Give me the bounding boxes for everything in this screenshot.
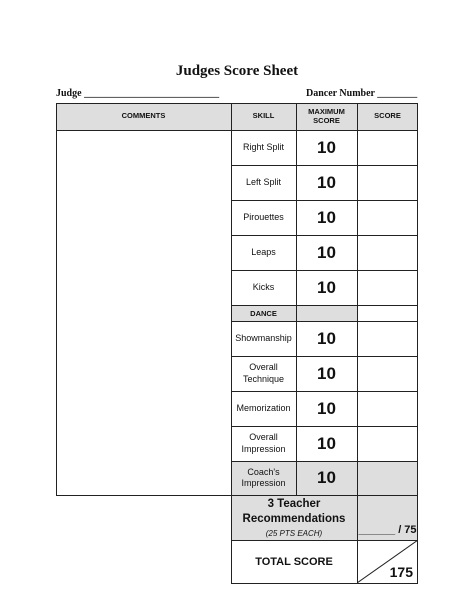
grid-line bbox=[231, 270, 418, 271]
judge-blank[interactable]: ___________________________ bbox=[84, 88, 220, 99]
comments-area[interactable] bbox=[56, 130, 231, 495]
teacher-recommendations: 3 Teacher Recommendations (25 PTS EACH) bbox=[231, 495, 357, 540]
dancer-number-blank[interactable]: ________ bbox=[377, 88, 418, 99]
score-entry[interactable] bbox=[357, 200, 418, 235]
header-skill: SKILL bbox=[252, 111, 275, 121]
grid-line bbox=[231, 391, 418, 392]
dancer-number-field bbox=[306, 88, 417, 99]
grid-line bbox=[231, 103, 232, 584]
max-score: 10 bbox=[317, 207, 336, 227]
dance-skill-label: Overall Impression bbox=[241, 432, 286, 454]
grid-line bbox=[56, 103, 418, 104]
max-score: 10 bbox=[317, 433, 336, 453]
grid-line bbox=[231, 165, 418, 166]
grid-line bbox=[231, 321, 418, 322]
dance-skill-label: Coach's Impression bbox=[231, 461, 296, 495]
header-comments: COMMENTS bbox=[121, 111, 166, 121]
total-score-box[interactable] bbox=[357, 540, 418, 583]
header-score: SCORE bbox=[374, 111, 401, 121]
skill-label: Leaps bbox=[251, 246, 276, 257]
judge-label: Judge bbox=[56, 88, 82, 99]
score-entry[interactable] bbox=[357, 235, 418, 270]
recommendations-score[interactable]: ______ / 75 bbox=[357, 495, 418, 540]
grid-line bbox=[357, 103, 358, 584]
header-maximum-score: MAXIMUM SCORE bbox=[308, 107, 345, 125]
grid-line bbox=[231, 305, 418, 306]
dancer-number-label: Dancer Number bbox=[306, 88, 375, 99]
total-maximum: 175 bbox=[389, 564, 413, 580]
dance-skill-label: Overall Technique bbox=[242, 362, 285, 384]
grid-line bbox=[417, 103, 418, 584]
score-entry[interactable] bbox=[357, 321, 418, 356]
score-entry[interactable] bbox=[357, 130, 418, 165]
skill-label: Right Split bbox=[242, 141, 285, 152]
max-score: 10 bbox=[317, 242, 336, 262]
max-score: 10 bbox=[317, 137, 336, 157]
score-entry[interactable] bbox=[357, 165, 418, 200]
max-score: 10 bbox=[317, 172, 336, 192]
score-entry[interactable] bbox=[357, 426, 418, 461]
skill-label: Kicks bbox=[252, 281, 275, 292]
grid-line bbox=[231, 461, 418, 462]
max-score: 10 bbox=[317, 398, 336, 418]
grid-line bbox=[56, 103, 57, 495]
max-score: 10 bbox=[317, 363, 336, 383]
dance-section-max-blank bbox=[296, 305, 357, 321]
skill-label: Left Split bbox=[245, 176, 282, 187]
max-score: 10 bbox=[296, 461, 357, 495]
skill-label: Pirouettes bbox=[243, 211, 284, 222]
grid-line bbox=[56, 495, 418, 496]
page-title: Judges Score Sheet bbox=[175, 63, 299, 79]
grid-line bbox=[231, 583, 418, 584]
score-entry[interactable] bbox=[357, 270, 418, 305]
grid-line bbox=[231, 426, 418, 427]
grid-line bbox=[296, 103, 297, 495]
grid-line bbox=[231, 200, 418, 201]
dance-skill-label: Memorization bbox=[236, 402, 291, 413]
max-score: 10 bbox=[317, 328, 336, 348]
judge-field bbox=[56, 88, 219, 99]
total-score-label: TOTAL SCORE bbox=[255, 555, 333, 568]
max-score: 10 bbox=[317, 277, 336, 297]
score-entry[interactable] bbox=[357, 356, 418, 391]
grid-line bbox=[231, 540, 418, 541]
grid-line bbox=[56, 130, 418, 131]
grid-line bbox=[231, 235, 418, 236]
score-entry[interactable] bbox=[357, 391, 418, 426]
dance-section-label: DANCE bbox=[231, 305, 296, 321]
dance-section-score-blank bbox=[357, 305, 418, 321]
dance-skill-label: Showmanship bbox=[235, 332, 292, 343]
grid-line bbox=[231, 356, 418, 357]
score-entry[interactable] bbox=[357, 461, 418, 495]
